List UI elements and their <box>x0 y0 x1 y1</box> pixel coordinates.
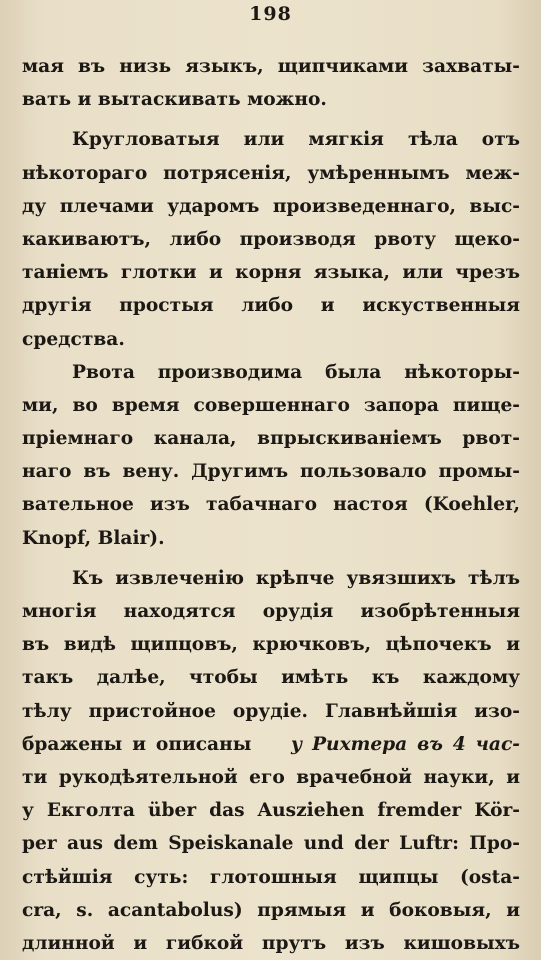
text-line: другія простыя либо и искуственныя <box>22 295 520 317</box>
text-line: какиваютъ, либо производя рвоту щеко- <box>22 228 520 250</box>
text-line: наго въ вену. Другимъ пользовало промы- <box>22 461 520 483</box>
text-line-with-italic <box>22 728 520 761</box>
text-line: вать и вытаскивать можно. <box>22 89 327 111</box>
text-line: мая въ низь языкъ, щипчиками захваты- <box>22 56 520 77</box>
text-segment: бражены и описаны <box>22 733 252 755</box>
text-line: въ видѣ щипцовъ, крючковъ, цѣпочекъ и <box>22 634 520 656</box>
text-line: ду плечами ударомъ произведеннаго, выс- <box>22 195 520 217</box>
paragraph-first-line: Къ извлеченію крѣпче увязшихъ тѣлъ <box>72 567 520 589</box>
page-number: 198 <box>249 3 292 25</box>
text-line: пріемнаго канала, впрыскиваніемъ рвот- <box>22 428 520 450</box>
text-line: ми, во время совершеннаго запора пище- <box>22 394 520 416</box>
paragraph-first-line: Рвота производима была нѣкоторы- <box>72 361 520 383</box>
paragraph-first-line: Кругловатыя или мягкія тѣла отъ <box>72 129 520 151</box>
text-line: длинной и гибкой прутъ изъ кишовыхъ <box>22 932 520 954</box>
text-line: нѣкотораго потрясенія, умѣреннымъ меж- <box>22 162 520 184</box>
italic-citation: у Рихтера въ 4 час- <box>291 733 520 755</box>
text-line: таніемъ глотки и корня языка, или чрезъ <box>22 262 520 284</box>
text-line: средства. <box>22 328 125 350</box>
page-text <box>22 50 520 960</box>
text-line: вательное изъ табачнаго настоя (Koehler, <box>22 494 520 516</box>
italic-citation-line: ти рукодѣятельной его врачебной науки, и <box>22 766 520 788</box>
text-line: многія находятся орудія изобрѣтенныя <box>22 601 520 622</box>
text-line: тѣлу пристойное орудіе. Главнѣйшія изо- <box>22 700 520 722</box>
text-line: у Екголта über das Ausziehen fremder Kör- <box>22 800 520 822</box>
text-line: такъ далѣе, чтобы имѣть къ каждому <box>22 667 520 689</box>
text-line: cra, s. acantabolus) прямыя и боковыя, и <box>22 899 520 921</box>
text-line: Knopf, Blair). <box>22 527 165 549</box>
text-line: per aus dem Speiskanale und der Luftr: Про- <box>22 833 520 855</box>
text-line: стѣйшія суть: глотошныя щипцы (osta- <box>22 866 520 888</box>
